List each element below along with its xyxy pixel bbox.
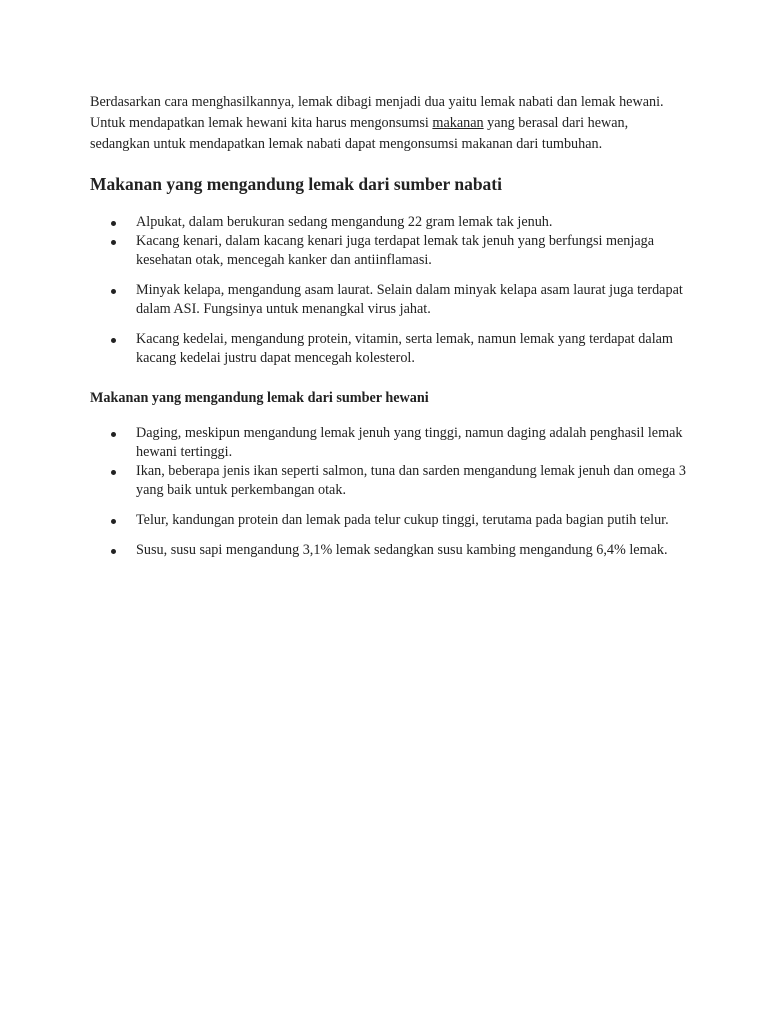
list-item-text: Kacang kedelai, mengandung protein, vitamin, serta lemak, namun lemak yang terdapat dalam kacang kedelai justru dapat mencegah kolesterol. [136,331,673,366]
bullet-icon [111,240,116,245]
list-item-text: Alpukat, dalam berukuran sedang mengandung 22 gram lemak tak jenuh. [136,214,553,230]
list-item-text: Susu, susu sapi mengandung 3,1% lemak sedangkan susu kambing mengandung 6,4% lemak. [136,542,668,558]
list-item [90,213,690,232]
bullet-icon [111,549,116,554]
bullet-icon [111,338,116,343]
intro-text-end: yang berasal dari hewan, sedangkan untuk mendapatkan lemak nabati dapat mengonsumsi makanan dari tumbuhan. [90,115,629,152]
list-item-text: Daging, meskipun mengandung lemak jenuh yang tinggi, namun daging adalah penghasil lemak hewani tertinggi. [136,425,683,460]
hewani-list [90,424,690,560]
bullet-icon [111,221,116,226]
hewani-heading: Makanan yang mengandung lemak dari sumber hewani [90,390,429,406]
nabati-list [90,213,690,368]
bullet-icon [111,432,116,437]
list-item [90,424,690,462]
list-item-text: Minyak kelapa, mengandung asam laurat. Selain dalam minyak kelapa asam laurat juga terdapat dalam ASI. Fungsinya untuk menangkal virus jahat. [136,282,683,317]
list-item [90,232,690,270]
bullet-icon [111,470,116,475]
list-item-text: Telur, kandungan protein dan lemak pada telur cukup tinggi, terutama pada bagian putih telur. [136,512,669,528]
list-item [90,462,690,500]
intro-text-start: Berdasarkan cara menghasilkannya, lemak dibagi menjadi dua yaitu lemak nabati dan lemak hewani. Untuk mendapatkan lemak hewani kita harus mengonsumsi [90,94,664,131]
bullet-icon [111,519,116,524]
document-page [90,92,690,560]
bullet-icon [111,289,116,294]
intro-paragraph [90,92,690,155]
nabati-heading: Makanan yang mengandung lemak dari sumber nabati [90,174,502,194]
list-item [90,330,690,368]
list-item [90,281,690,319]
makanan-link[interactable]: makanan [432,115,484,131]
list-item-text: Ikan, beberapa jenis ikan seperti salmon, tuna dan sarden mengandung lemak jenuh dan omega 3 yang baik untuk perkembangan otak. [136,463,686,498]
list-item [90,511,690,530]
list-item-text: Kacang kenari, dalam kacang kenari juga terdapat lemak tak jenuh yang berfungsi menjaga kesehatan otak, mencegah kanker dan antiinflamasi. [136,233,655,268]
list-item [90,541,690,560]
